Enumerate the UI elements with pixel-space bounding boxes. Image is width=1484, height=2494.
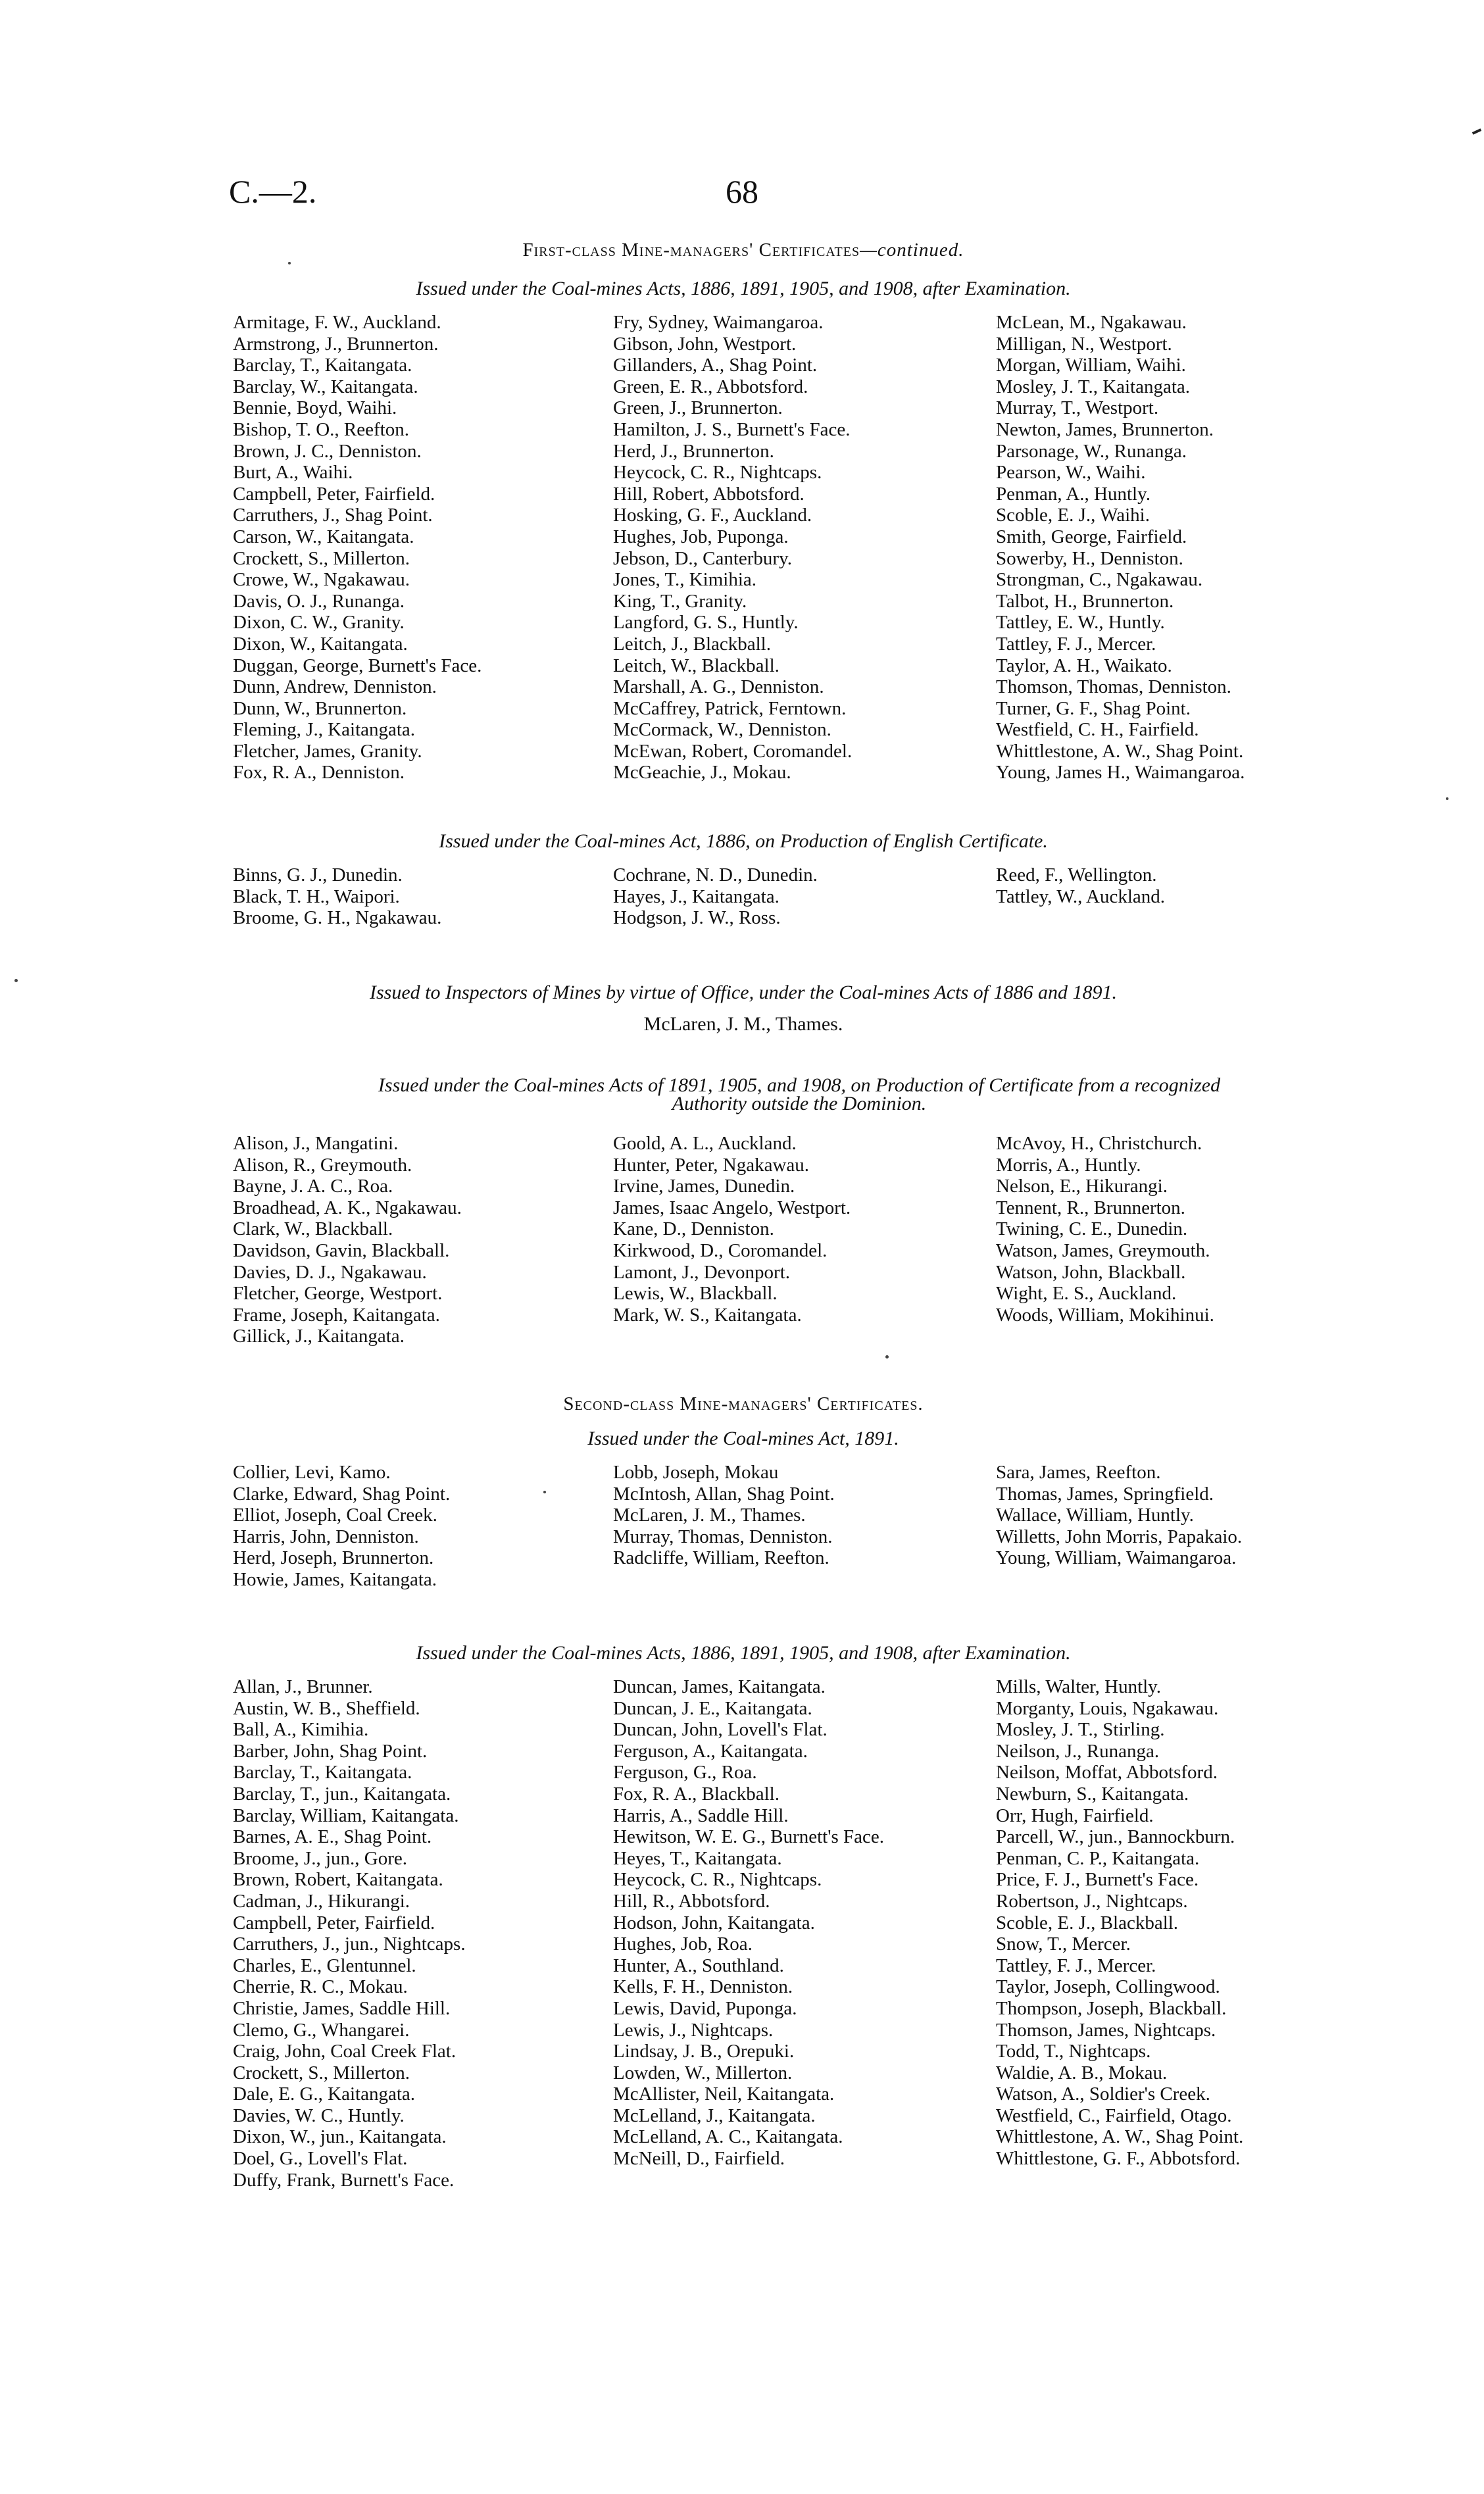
certificate-holder-entry: Tattley, W., Auckland. (996, 885, 1166, 907)
certificate-holder-entry: Mosley, J. T., Stirling. (996, 1719, 1165, 1741)
group-heading: Issued under the Coal-mines Acts, 1886, 1891, 1905, and 1908, after Examination. (416, 278, 1071, 299)
name-column (996, 1462, 1242, 1569)
certificate-holder-entry: Mark, W. S., Kaitangata. (613, 1304, 802, 1326)
name-column (996, 864, 1165, 907)
certificate-holder-entry: Waldie, A. B., Mokau. (996, 2062, 1168, 2083)
group-heading: Issued under the Coal-mines Act, 1891. (587, 1428, 899, 1449)
certificate-holder-entry: Crowe, W., Ngakawau. (233, 569, 410, 591)
certificate-holder-entry: Campbell, Peter, Fairfield. (233, 483, 435, 505)
certificate-holder-entry: Clarke, Edward, Shag Point. (233, 1483, 451, 1505)
certificate-holder-entry: Duncan, John, Lovell's Flat. (613, 1719, 828, 1741)
certificate-holder-entry: Strongman, C., Ngakawau. (996, 569, 1203, 591)
certificate-holder-entry: Lindsay, J. B., Orepuki. (613, 2041, 795, 2062)
name-column (613, 864, 818, 929)
certificate-holder-entry: Fletcher, James, Granity. (233, 740, 422, 762)
certificate-holder-entry: Black, T. H., Waipori. (233, 885, 400, 907)
certificate-holder-entry: Cochrane, N. D., Dunedin. (613, 864, 818, 885)
section-title-second-class: Second-class Mine-managers' Certificates. (563, 1393, 924, 1414)
certificate-holder-entry: Barclay, William, Kaitangata. (233, 1805, 459, 1826)
certificate-holder-entry: Orr, Hugh, Fairfield. (996, 1805, 1154, 1826)
name-column (233, 864, 441, 929)
certificate-holder-entry: Barclay, T., Kaitangata. (233, 355, 412, 376)
certificate-holder-entry: Green, J., Brunnerton. (613, 397, 783, 419)
certificate-holder-entry: Barclay, T., jun., Kaitangata. (233, 1783, 451, 1805)
certificate-holder-entry: McCaffrey, Patrick, Ferntown. (613, 697, 847, 719)
certificate-holder-entry: Fleming, J., Kaitangata. (233, 719, 416, 741)
certificate-holder-entry: Herd, J., Brunnerton. (613, 440, 774, 462)
name-column (996, 1676, 1243, 2170)
scan-mark (885, 1355, 889, 1359)
certificate-holder-entry: Barclay, T., Kaitangata. (233, 1762, 412, 1783)
certificate-holder-entry: Herd, Joseph, Brunnerton. (233, 1547, 434, 1569)
certificate-holder-entry: McLean, M., Ngakawau. (996, 312, 1187, 333)
certificate-holder-entry: McNeill, D., Fairfield. (613, 2148, 785, 2170)
certificate-holder-entry: Irvine, James, Dunedin. (613, 1176, 795, 1197)
certificate-holder-entry: Kirkwood, D., Coromandel. (613, 1239, 828, 1261)
certificate-holder-entry: Taylor, Joseph, Collingwood. (996, 1976, 1220, 1998)
certificate-holder-entry: Milligan, N., Westport. (996, 333, 1172, 355)
certificate-holder-entry: Watson, John, Blackball. (996, 1261, 1186, 1283)
group-heading: Issued under the Coal-mines Acts of 1891, 1905, and 1908, on Production of Certificate from a recognized Authority outside the Dominion. (378, 1074, 1221, 1114)
certificate-holder-entry: Neilson, J., Runanga. (996, 1740, 1160, 1762)
certificate-holder-entry: Armitage, F. W., Auckland. (233, 312, 441, 333)
certificate-holder-entry: Dixon, W., Kaitangata. (233, 633, 408, 655)
certificate-holder-entry: Dixon, W., jun., Kaitangata. (233, 2126, 447, 2148)
certificate-holder-entry: Ferguson, A., Kaitangata. (613, 1740, 808, 1762)
certificate-holder-entry: Hodson, John, Kaitangata. (613, 1912, 815, 1933)
certificate-holder-entry: Tennent, R., Brunnerton. (996, 1197, 1185, 1218)
certificate-holder-entry: Davies, D. J., Ngakawau. (233, 1261, 427, 1283)
certificate-holder-entry: Frame, Joseph, Kaitangata. (233, 1304, 440, 1326)
certificate-holder-entry: Carson, W., Kaitangata. (233, 526, 414, 547)
certificate-holder-entry: Bennie, Boyd, Waihi. (233, 397, 397, 419)
certificate-holder-entry: McIntosh, Allan, Shag Point. (613, 1483, 835, 1505)
certificate-holder-entry: McLaren, J. M., Thames. (613, 1505, 806, 1526)
certificate-holder-entry: Allan, J., Brunner. (233, 1676, 373, 1697)
certificate-holder-entry: Heycock, C. R., Nightcaps. (613, 1869, 822, 1891)
certificate-holder-entry: Charles, E., Glentunnel. (233, 1955, 416, 1976)
certificate-holder-entry: Craig, John, Coal Creek Flat. (233, 2041, 457, 2062)
certificate-holder-entry: Harris, John, Denniston. (233, 1526, 419, 1547)
certificate-holder-entry: Austin, W. B., Sheffield. (233, 1697, 420, 1719)
certificate-holder-entry: Morgan, William, Waihi. (996, 355, 1186, 376)
name-column (233, 1462, 450, 1591)
certificate-holder-entry: Fox, R. A., Blackball. (613, 1783, 779, 1805)
certificate-holder-entry: Green, E. R., Abbotsford. (613, 376, 808, 397)
name-column (233, 312, 482, 784)
certificate-holder-entry: Hayes, J., Kaitangata. (613, 885, 779, 907)
certificate-holder-entry: Kells, F. H., Denniston. (613, 1976, 793, 1998)
certificate-holder-entry: Sowerby, H., Denniston. (996, 547, 1183, 569)
scan-mark (1472, 128, 1481, 135)
certificate-holder-entry: Christie, James, Saddle Hill. (233, 1997, 451, 2019)
group-heading: Issued under the Coal-mines Acts, 1886, 1891, 1905, and 1908, after Examination. (416, 1642, 1071, 1664)
certificate-holder-entry: Alison, R., Greymouth. (233, 1154, 412, 1176)
certificate-holder-entry: Davis, O. J., Runanga. (233, 590, 405, 612)
certificate-holder-entry: Gillick, J., Kaitangata. (233, 1326, 405, 1347)
certificate-holder-entry: Wight, E. S., Auckland. (996, 1283, 1177, 1305)
certificate-holder-entry: Parcell, W., jun., Bannockburn. (996, 1826, 1235, 1848)
certificate-holder-entry: Newburn, S., Kaitangata. (996, 1783, 1189, 1805)
certificate-holder-entry: Broome, G. H., Ngakawau. (233, 907, 442, 929)
certificate-holder-entry: Price, F. J., Burnett's Face. (996, 1869, 1199, 1891)
certificate-holder-entry: King, T., Granity. (613, 590, 747, 612)
certificate-holder-entry: Doel, G., Lovell's Flat. (233, 2148, 408, 2170)
certificate-holder-entry: Alison, J., Mangatini. (233, 1133, 399, 1154)
certificate-holder-entry: Duncan, James, Kaitangata. (613, 1676, 826, 1697)
certificate-holder-entry: Scoble, E. J., Blackball. (996, 1912, 1179, 1933)
certificate-holder-entry: Parsonage, W., Runanga. (996, 440, 1187, 462)
scan-mark (14, 979, 18, 982)
certificate-holder-entry: Langford, G. S., Huntly. (613, 612, 799, 634)
certificate-holder-entry: Marshall, A. G., Denniston. (613, 676, 824, 698)
group-heading: Issued to Inspectors of Mines by virtue of Office, under the Coal-mines Acts of 1886 and 1891. (370, 982, 1117, 1003)
certificate-holder-entry: Dunn, Andrew, Denniston. (233, 676, 437, 698)
name-column (613, 312, 852, 784)
certificate-holder-entry: Cherrie, R. C., Mokau. (233, 1976, 408, 1998)
certificate-holder-entry: Ferguson, G., Roa. (613, 1762, 757, 1783)
certificate-holder-entry: Scoble, E. J., Waihi. (996, 505, 1150, 526)
certificate-holder-entry: Brown, J. C., Denniston. (233, 440, 422, 462)
certificate-holder-entry: Pearson, W., Waihi. (996, 462, 1146, 484)
certificate-holder-entry: Lobb, Joseph, Mokau (613, 1462, 779, 1483)
certificate-holder-entry: Carruthers, J., jun., Nightcaps. (233, 1933, 466, 1955)
certificate-holder-entry: Duncan, J. E., Kaitangata. (613, 1697, 812, 1719)
name-column (996, 312, 1245, 784)
certificate-holder-entry: McAvoy, H., Christchurch. (996, 1133, 1202, 1154)
certificate-holder-entry: Hill, R., Abbotsford. (613, 1890, 770, 1912)
certificate-holder-entry: Fletcher, George, Westport. (233, 1283, 443, 1305)
certificate-holder-entry: Davidson, Gavin, Blackball. (233, 1239, 450, 1261)
certificate-holder-entry: Heyes, T., Kaitangata. (613, 1847, 782, 1869)
certificate-holder-entry: Young, William, Waimangaroa. (996, 1547, 1237, 1569)
certificate-holder-entry: Gillanders, A., Shag Point. (613, 355, 818, 376)
certificate-holder-entry: Westfield, C., Fairfield, Otago. (996, 2105, 1232, 2126)
name-column (233, 1676, 466, 2191)
name-column (996, 1133, 1214, 1326)
certificate-holder-entry: Goold, A. L., Auckland. (613, 1133, 797, 1154)
certificate-holder-entry: Lowden, W., Millerton. (613, 2062, 793, 2083)
certificate-holder-entry: Watson, James, Greymouth. (996, 1239, 1210, 1261)
certificate-holder-entry: McCormack, W., Denniston. (613, 719, 831, 741)
certificate-holder-entry: Binns, G. J., Dunedin. (233, 864, 403, 885)
certificate-holder-entry: Fox, R. A., Denniston. (233, 762, 405, 784)
certificate-holder-entry: Barclay, W., Kaitangata. (233, 376, 418, 397)
certificate-holder-entry: Tattley, E. W., Huntly. (996, 612, 1165, 634)
certificate-holder-entry: Willetts, John Morris, Papakaio. (996, 1526, 1243, 1547)
certificate-holder-entry: Hill, Robert, Abbotsford. (613, 483, 804, 505)
certificate-holder-entry: Crockett, S., Millerton. (233, 547, 410, 569)
certificate-holder-entry: Radcliffe, William, Reefton. (613, 1547, 829, 1569)
certificate-holder-entry: Newton, James, Brunnerton. (996, 418, 1214, 440)
certificate-holder-entry: Howie, James, Kaitangata. (233, 1568, 437, 1590)
certificate-holder-entry: Harris, A., Saddle Hill. (613, 1805, 789, 1826)
scan-mark (1446, 797, 1448, 800)
certificate-holder-entry: McGeachie, J., Mokau. (613, 762, 791, 784)
certificate-holder-entry: Ball, A., Kimihia. (233, 1719, 369, 1741)
certificate-holder-entry: Leitch, W., Blackball. (613, 655, 779, 676)
certificate-holder-entry: Mills, Walter, Huntly. (996, 1676, 1162, 1697)
certificate-holder-entry: McEwan, Robert, Coromandel. (613, 740, 853, 762)
certificate-holder-entry: Crockett, S., Millerton. (233, 2062, 410, 2083)
certificate-holder-entry: Thompson, Joseph, Blackball. (996, 1997, 1227, 2019)
certificate-holder-entry: Robertson, J., Nightcaps. (996, 1890, 1188, 1912)
certificate-holder-entry: Whittlestone, G. F., Abbotsford. (996, 2148, 1241, 2170)
certificate-holder-entry: Kane, D., Denniston. (613, 1218, 774, 1240)
certificate-holder-entry: Duggan, George, Burnett's Face. (233, 655, 482, 676)
certificate-holder-entry: Barber, John, Shag Point. (233, 1740, 428, 1762)
certificate-holder-entry: Morris, A., Huntly. (996, 1154, 1141, 1176)
certificate-holder-entry: Dunn, W., Brunnerton. (233, 697, 407, 719)
certificate-holder-entry: Sara, James, Reefton. (996, 1462, 1161, 1483)
certificate-holder-entry: Burt, A., Waihi. (233, 462, 353, 484)
certificate-holder-entry: Whittlestone, A. W., Shag Point. (996, 2126, 1244, 2148)
certificate-holder-entry: Broadhead, A. K., Ngakawau. (233, 1197, 462, 1218)
certificate-holder-entry: Bishop, T. O., Reefton. (233, 418, 409, 440)
certificate-holder-entry: McAllister, Neil, Kaitangata. (613, 2083, 835, 2105)
certificate-holder-entry: Barnes, A. E., Shag Point. (233, 1826, 432, 1848)
certificate-holder-entry: Murray, Thomas, Denniston. (613, 1526, 833, 1547)
certificate-holder-entry: Hughes, Job, Puponga. (613, 526, 789, 547)
certificate-holder-entry: Cadman, J., Hikurangi. (233, 1890, 410, 1912)
certificate-holder-entry: Davies, W. C., Huntly. (233, 2105, 405, 2126)
certificate-holder-entry: Hunter, Peter, Ngakawau. (613, 1154, 810, 1176)
certificate-holder-entry: Lewis, David, Puponga. (613, 1997, 797, 2019)
certificate-holder-entry: Westfield, C. H., Fairfield. (996, 719, 1199, 741)
certificate-holder-entry: Thomson, James, Nightcaps. (996, 2019, 1216, 2041)
page-number: 68 (726, 173, 758, 210)
certificate-holder-entry: Watson, A., Soldier's Creek. (996, 2083, 1210, 2105)
certificate-holder-entry: Duffy, Frank, Burnett's Face. (233, 2169, 455, 2191)
certificate-holder-entry: Brown, Robert, Kaitangata. (233, 1869, 443, 1891)
certificate-holder-entry: Lewis, W., Blackball. (613, 1283, 778, 1305)
certificate-holder-entry: Reed, F., Wellington. (996, 864, 1157, 885)
certificate-holder-entry: Neilson, Moffat, Abbotsford. (996, 1762, 1218, 1783)
certificate-holder-entry: Leitch, J., Blackball. (613, 633, 771, 655)
certificate-holder-entry: Wallace, William, Huntly. (996, 1505, 1194, 1526)
certificate-holder-entry: Penman, A., Huntly. (996, 483, 1150, 505)
certificate-holder-entry: Armstrong, J., Brunnerton. (233, 333, 439, 355)
certificate-holder-entry: Todd, T., Nightcaps. (996, 2041, 1151, 2062)
certificate-holder-entry: James, Isaac Angelo, Westport. (613, 1197, 851, 1218)
certificate-holder-entry: Clemo, G., Whangarei. (233, 2019, 410, 2041)
certificate-holder-entry: Clark, W., Blackball. (233, 1218, 393, 1240)
certificate-holder-entry: Turner, G. F., Shag Point. (996, 697, 1191, 719)
certificate-holder-entry: Carruthers, J., Shag Point. (233, 505, 433, 526)
name-column (613, 1676, 884, 2170)
certificate-holder-entry: Collier, Levi, Kamo. (233, 1462, 391, 1483)
certificate-holder-entry: Hewitson, W. E. G., Burnett's Face. (613, 1826, 884, 1848)
certificate-holder-entry: Hamilton, J. S., Burnett's Face. (613, 418, 851, 440)
certificate-holder-entry: McLelland, J., Kaitangata. (613, 2105, 816, 2126)
certificate-holder-entry: Hosking, G. F., Auckland. (613, 505, 812, 526)
certificate-holder-entry: Taylor, A. H., Waikato. (996, 655, 1172, 676)
certificate-holder-entry: Fry, Sydney, Waimangaroa. (613, 312, 824, 333)
inspector-entry: McLaren, J. M., Thames. (643, 1013, 843, 1035)
certificate-holder-entry: Thomson, Thomas, Denniston. (996, 676, 1231, 698)
certificate-holder-entry: Morganty, Louis, Ngakawau. (996, 1697, 1219, 1719)
certificate-holder-entry: Twining, C. E., Dunedin. (996, 1218, 1188, 1240)
certificate-holder-entry: Bayne, J. A. C., Roa. (233, 1176, 393, 1197)
document-id: C.—2. (229, 173, 317, 210)
certificate-holder-entry: Penman, C. P., Kaitangata. (996, 1847, 1200, 1869)
certificate-holder-entry: Dixon, C. W., Granity. (233, 612, 405, 634)
certificate-holder-entry: Hughes, Job, Roa. (613, 1933, 753, 1955)
certificate-holder-entry: Broome, J., jun., Gore. (233, 1847, 407, 1869)
certificate-holder-entry: Murray, T., Westport. (996, 397, 1159, 419)
certificate-holder-entry: McLelland, A. C., Kaitangata. (613, 2126, 843, 2148)
certificate-holder-entry: Heycock, C. R., Nightcaps. (613, 462, 822, 484)
scan-mark (543, 1491, 546, 1493)
certificate-holder-entry: Snow, T., Mercer. (996, 1933, 1131, 1955)
certificate-holder-entry: Mosley, J. T., Kaitangata. (996, 376, 1191, 397)
certificate-holder-entry: Hodgson, J. W., Ross. (613, 907, 781, 929)
certificate-holder-entry: Talbot, H., Brunnerton. (996, 590, 1174, 612)
certificate-holder-entry: Jebson, D., Canterbury. (613, 547, 792, 569)
certificate-holder-entry: Elliot, Joseph, Coal Creek. (233, 1505, 437, 1526)
name-column (613, 1133, 851, 1326)
certificate-holder-entry: Nelson, E., Hikurangi. (996, 1176, 1168, 1197)
section-title-first-class: First-class Mine-managers' Certificates—continued. (522, 239, 964, 261)
name-column (233, 1133, 462, 1347)
certificate-holder-entry: Lamont, J., Devonport. (613, 1261, 791, 1283)
name-column (613, 1462, 835, 1569)
scan-mark (288, 262, 291, 264)
certificate-holder-entry: Lewis, J., Nightcaps. (613, 2019, 774, 2041)
certificate-holder-entry: Dale, E. G., Kaitangata. (233, 2083, 416, 2105)
certificate-holder-entry: Young, James H., Waimangaroa. (996, 762, 1245, 784)
certificate-holder-entry: Tattley, F. J., Mercer. (996, 1955, 1156, 1976)
certificate-holder-entry: Gibson, John, Westport. (613, 333, 797, 355)
certificate-holder-entry: Tattley, F. J., Mercer. (996, 633, 1156, 655)
certificate-holder-entry: Thomas, James, Springfield. (996, 1483, 1214, 1505)
certificate-holder-entry: Woods, William, Mokihinui. (996, 1304, 1214, 1326)
certificate-holder-entry: Whittlestone, A. W., Shag Point. (996, 740, 1244, 762)
group-heading: Issued under the Coal-mines Act, 1886, on Production of English Certificate. (439, 830, 1048, 852)
certificate-holder-entry: Campbell, Peter, Fairfield. (233, 1912, 435, 1933)
certificate-holder-entry: Jones, T., Kimihia. (613, 569, 757, 591)
certificate-holder-entry: Smith, George, Fairfield. (996, 526, 1187, 547)
certificate-holder-entry: Hunter, A., Southland. (613, 1955, 784, 1976)
